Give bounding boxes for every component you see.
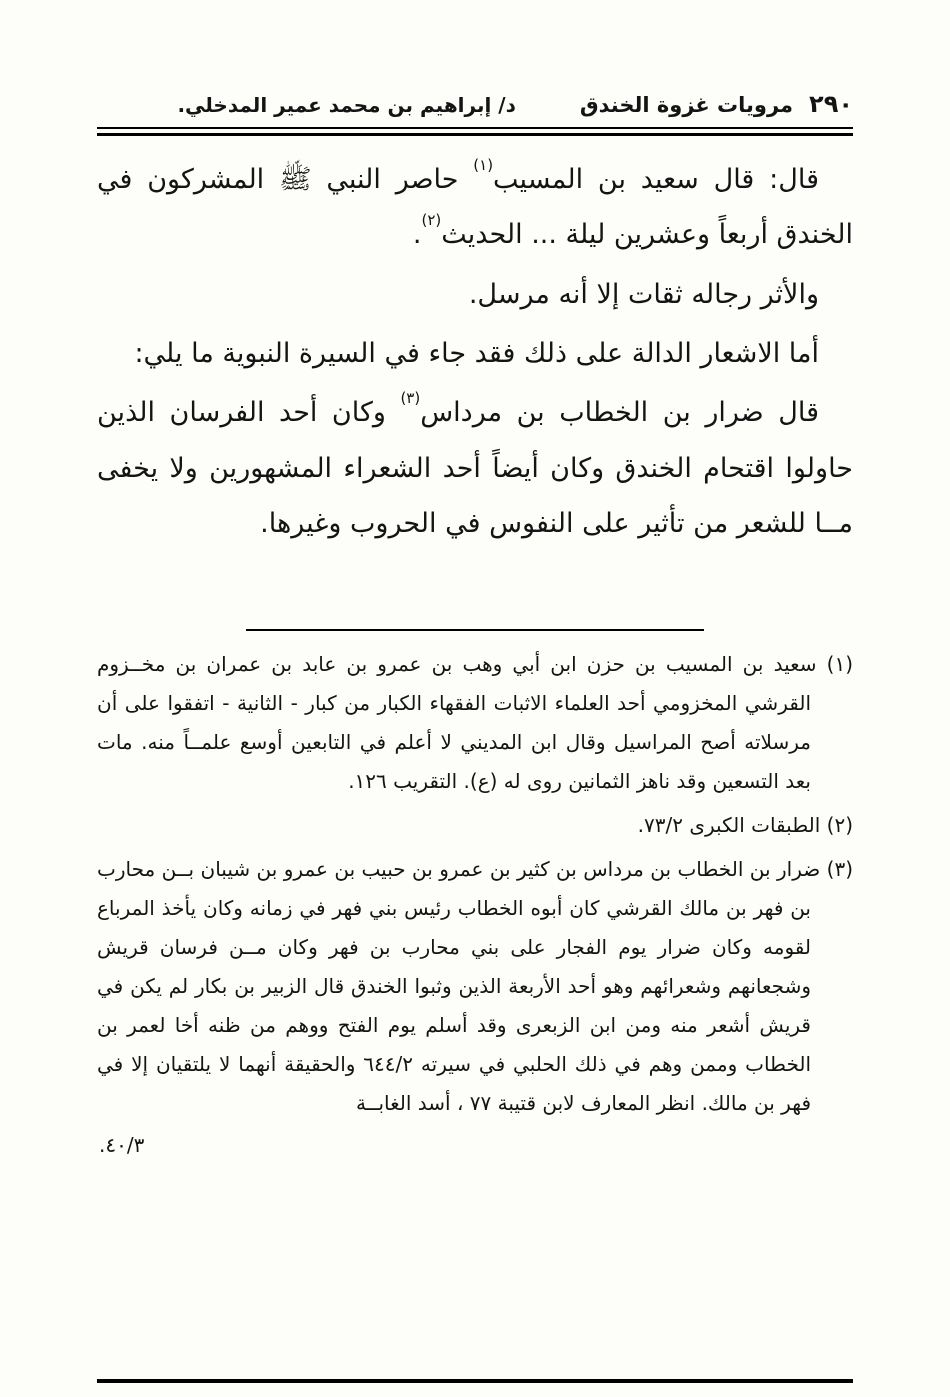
footnote-marker: (٣) bbox=[826, 857, 854, 882]
footnote-2 bbox=[97, 806, 853, 845]
footnotes-section bbox=[97, 645, 853, 1165]
paragraph-intro-poetry: أما الاشعار الدالة على ذلك فقد جاء في السيرة النبوية ما يلي: bbox=[134, 338, 819, 370]
footnote-3-reference-tail: ٤٠/٣. bbox=[99, 1133, 145, 1158]
footnote-marker: (٢) bbox=[826, 813, 853, 838]
header-title-group bbox=[580, 90, 853, 118]
footnote-text: الطبقات الكبرى ٧٣/٢. bbox=[637, 813, 821, 838]
main-text bbox=[97, 152, 853, 551]
page-number: ٢٩٠ bbox=[809, 90, 853, 118]
footnote-marker: (١) bbox=[826, 652, 853, 677]
header-rule-thin bbox=[97, 127, 853, 129]
paragraph-grading: والأثر رجاله ثقات إلا أنه مرسل. bbox=[468, 278, 819, 310]
book-title: مرويات غزوة الخندق bbox=[579, 93, 794, 117]
footnote-text: ضرار بن الخطاب بن مرداس بن كثير بن عمرو بن حبيب بن عمرو بن شيبان بــن محارب بن فهر بن مالك القرشي كان أبوه الخطاب رئيس بني فهر في زمانه وكان يأخذ المرباع لقومه وكان ضرار يوم الفجار على بني محارب بن فهر وكان مــن فرسان قريش وشجعانهم وشعرائهم وهو أحد الأربعة الذين وثبوا الخندق قال الزبير بن بكار لم يكن في قريش أشعر منه ومن ابن الزبعرى وقد أسلم يوم الفتح ووهم من ظنه أخا لعمر بن الخطاب وممن وهم في ذلك الحلبي في سيرته ٦٤٤/٢ والحقيقة أنهما لا يلتقيان إلا في فهر بن مالك. انظر المعارف لابن قتيبة ٧٧ ، أسد الغابــة bbox=[97, 857, 821, 1116]
paragraph-dirar bbox=[97, 385, 853, 551]
paragraph-text: قال ضرار بن الخطاب بن مرداس bbox=[420, 397, 819, 429]
footnote-ref-2: (٢) bbox=[421, 211, 442, 230]
footnote-ref-3: (٣) bbox=[400, 389, 421, 408]
page-header bbox=[97, 90, 853, 118]
author-name: د/ إبراهيم بن محمد عمير المدخلي. bbox=[177, 93, 516, 117]
paragraph-text: وكان أحد الفرسان الذين حاولوا اقتحام الخندق وكان أيضاً أحد الشعراء المشهورين ولا يخفى مــا للشعر من تأثير على النفوس في الحروب وغيرها. bbox=[97, 397, 853, 540]
paragraph-text: قال: قال سعيد بن المسيب bbox=[493, 164, 819, 195]
header-rule-thick bbox=[97, 133, 853, 136]
footnote-3 bbox=[97, 850, 853, 1123]
bottom-rule bbox=[97, 1379, 853, 1383]
footnote-ref-1: (١) bbox=[473, 155, 494, 174]
footnote-separator bbox=[246, 629, 704, 631]
paragraph-text: حاصر النبي ﷺ المشركون في الخندق أربعاً وعشرين ليلة ... الحديث bbox=[97, 164, 853, 251]
paragraph-hadith bbox=[97, 152, 853, 263]
paragraph-text: . bbox=[412, 219, 422, 251]
footnote-1 bbox=[97, 645, 853, 801]
footnote-text: سعيد بن المسيب بن حزن ابن أبي وهب بن عمرو بن عابد بن عمران بن مخــزوم القرشي المخزومي أحد العلماء الاثبات الفقهاء الكبار من كبار - الثانية - اتفقوا على أن مرسلاته أصح المراسيل وقال ابن المديني لا أعلم في التابعين أوسع علمــاً منه. مات بعد التسعين وقد ناهز الثمانين روى له (ع). التقريب ١٢٦. bbox=[97, 652, 817, 794]
